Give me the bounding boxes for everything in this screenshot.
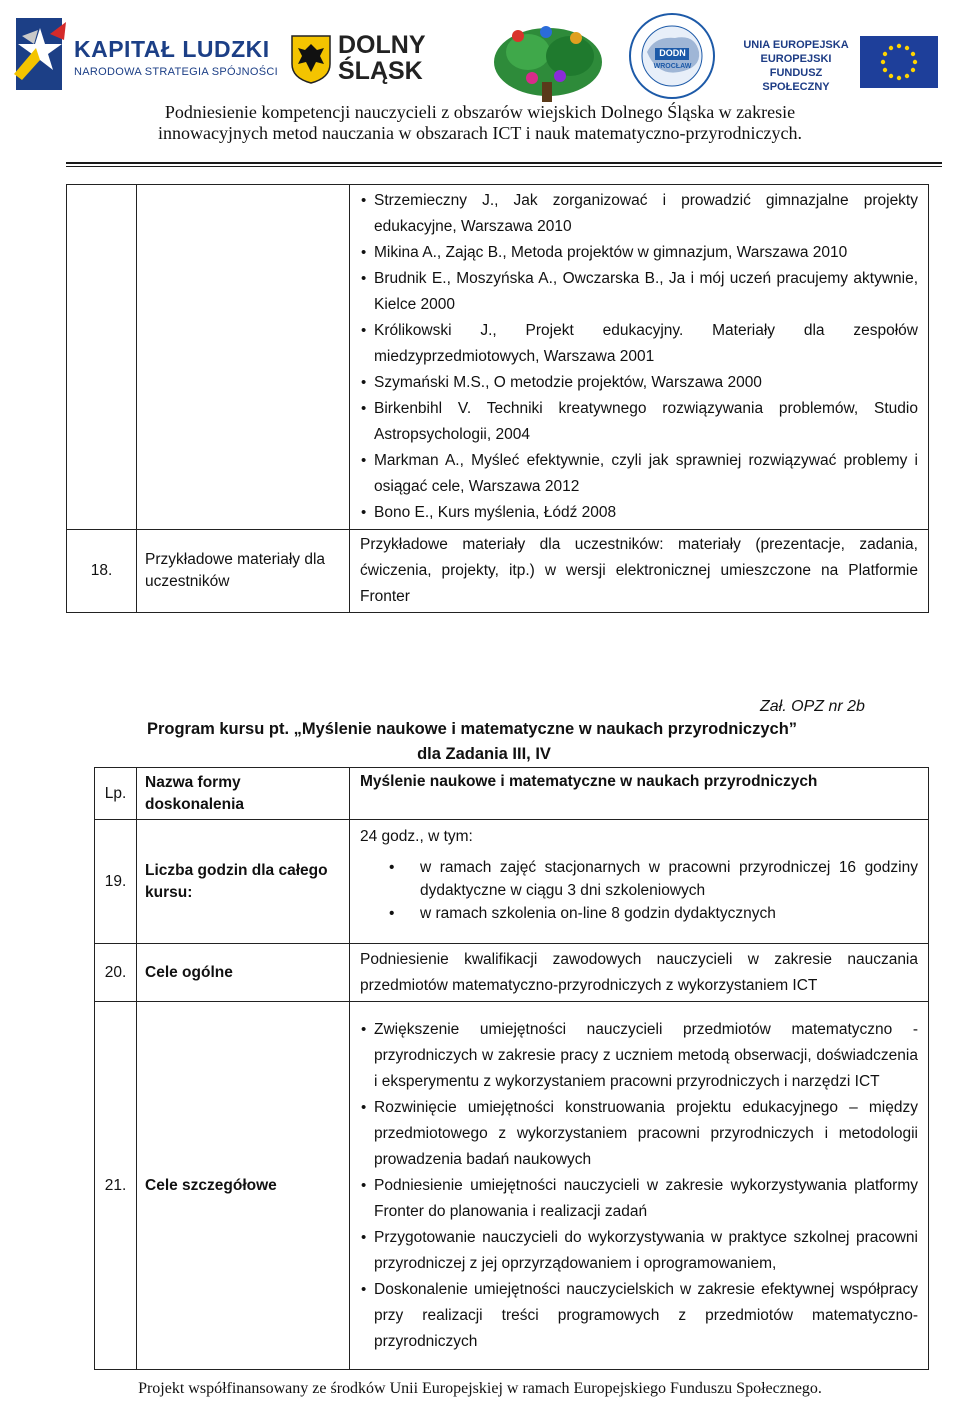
dodn-logo: [615, 12, 730, 100]
table-row: [67, 530, 929, 613]
eu-text: [740, 38, 852, 94]
program-subtitle: dla Zadania III, IV: [417, 745, 551, 763]
bibliography-item: • Królikowski J., Projekt edukacyjny. Materiały dla zespołów miedzyprzedmiotowych, Warszawa 2001: [374, 318, 918, 370]
form-name-value: Myślenie naukowe i matematyczne w naukach przyrodniczych: [350, 768, 929, 820]
goal-item: • Doskonalenie umiejętności nauczycielskich w zakresie efektywnej współpracy przy realizacji treści programowych z przedmiotów matematyczno-przyrodniczych: [374, 1277, 918, 1355]
eagle-crest-icon: [290, 34, 332, 84]
table-row: [67, 185, 929, 530]
goal-item: • Rozwinięcie umiejętności konstruowania projektu edukacyjnego – między przedmiotowego z wykorzystaniem pracowni przyrodniczych i metodologii prowadzenia badań naukowych: [374, 1095, 918, 1173]
row-name: Cele szczegółowe: [137, 1002, 350, 1370]
bibliography-table: [66, 184, 929, 613]
kapital-ludzki-star-icon: [10, 14, 70, 94]
row-number: 19.: [95, 820, 137, 944]
bibliography-item: • Birkenbihl V. Techniki kreatywnego rozwiązywania problemów, Studio Astropsychologii, 2004: [374, 396, 918, 448]
kapital-ludzki-subtitle: NARODOWA STRATEGIA SPÓJNOŚCI: [74, 66, 278, 78]
page-footer: Projekt współfinansowany ze środków Unii Europejskiej w ramach Europejskiego Funduszu Społecznego.: [138, 1380, 822, 1397]
bibliography-item: • Mikina A., Zając B., Metoda projektów w gimnazjum, Warszawa 2010: [374, 240, 918, 266]
lp-header: Lp.: [95, 768, 137, 820]
dolny-slask-wordmark: [338, 32, 426, 84]
page-header: [0, 0, 960, 160]
row-number: 21.: [95, 1002, 137, 1370]
program-form-table: [94, 767, 929, 944]
hours-intro: 24 godz., w tym:: [360, 828, 473, 845]
row-content: Podniesienie kwalifikacji zawodowych nauczycieli w zakresie nauczania przedmiotów matematyczno-przyrodniczych z wykorzystaniem ICT: [350, 944, 929, 1002]
goal-item: • Podniesienie umiejętności nauczycieli w zakresie wykorzystywania platformy Fronter do planowania i realizacji zadań: [374, 1173, 918, 1225]
hours-list: [360, 856, 918, 925]
table-row: [95, 768, 929, 820]
goals-cell: [350, 1002, 929, 1370]
row-name-cell: [137, 185, 350, 530]
goals-table: [94, 943, 929, 1370]
bibliography-item: • Bono E., Kurs myślenia, Łódź 2008: [374, 500, 918, 526]
hours-item: • w ramach szkolenia on-line 8 godzin dydaktycznych: [420, 902, 918, 925]
hours-item: • w ramach zajęć stacjonarnych w pracowni przyrodniczej 16 godziny dydaktyczne w ciągu 3 dni szkoleniowych: [420, 856, 918, 902]
bibliography-item: • Brudnik E., Moszyńska A., Owczarska B., Ja i mój uczeń pracujemy aktywnie, Kielce 2000: [374, 266, 918, 318]
dolny-word: DOLNY: [338, 31, 426, 59]
bibliography-list: [360, 188, 918, 526]
tagline-line1: Podniesienie kompetencji nauczycieli z obszarów wiejskich Dolnego Śląska w zakresie: [164, 102, 796, 122]
row-name: Przykładowe materiały dla uczestników: [137, 530, 350, 613]
annex-label: Zał. OPZ nr 2b: [760, 698, 865, 715]
row-number: 18.: [67, 530, 137, 613]
program-title: Program kursu pt. „Myślenie naukowe i matematyczne w naukach przyrodniczych”: [146, 720, 798, 738]
header-divider-thin: [66, 166, 942, 167]
row-number: 20.: [95, 944, 137, 1002]
eu-line3: FUNDUSZ SPOŁECZNY: [762, 67, 830, 93]
kapital-ludzki-logo: [10, 14, 280, 94]
dodn-name: DODN: [659, 48, 686, 58]
project-tagline: [0, 102, 960, 144]
bibliography-item: • Szymański M.S., O metodzie projektów, Warszawa 2000: [374, 370, 918, 396]
dodn-city: WROCŁAW: [653, 63, 692, 70]
eu-line2: EUROPEJSKI: [760, 53, 832, 65]
form-name-label: Nazwa formy doskonalenia: [137, 768, 350, 820]
eu-logo: [740, 36, 940, 96]
row-name: Cele ogólne: [137, 944, 350, 1002]
hours-cell: [350, 820, 929, 944]
people-tree-logo-icon: [488, 22, 606, 102]
table-row: [95, 1002, 929, 1370]
eu-line1: UNIA EUROPEJSKA: [743, 39, 849, 51]
goals-list: [360, 1017, 918, 1355]
kapital-ludzki-title: KAPITAŁ LUDZKI: [74, 36, 270, 62]
bibliography-item: • Strzemieczny J., Jak zorganizować i prowadzić gimnazjalne projekty edukacyjne, Warszawa 2010: [374, 188, 918, 240]
row-content: Przykładowe materiały dla uczestników: materiały (prezentacje, zadania, ćwiczenia, projekty, itp.) w wersji elektronicznej umieszczone na Platformie Fronter: [350, 530, 929, 613]
bibliography-cell: [350, 185, 929, 530]
row-number-cell: [67, 185, 137, 530]
table-row: [95, 820, 929, 944]
tagline-line2: innowacyjnych metod nauczania w obszarach ICT i nauk matematyczno-przyrodniczych.: [158, 123, 802, 143]
header-divider: [66, 162, 942, 164]
eu-flag-icon: [860, 36, 938, 88]
slask-word: ŚLĄSK: [338, 57, 423, 85]
row-name: Liczba godzin dla całego kursu:: [137, 820, 350, 944]
bibliography-item: • Markman A., Myśleć efektywnie, czyli jak sprawniej rozwiązywać problemy i osiągać cele, Warszawa 2012: [374, 448, 918, 500]
dolny-slask-logo: [290, 30, 460, 90]
goal-item: • Zwiększenie umiejętności nauczycieli przedmiotów matematyczno -przyrodniczych w zakresie pracy z uczniem metodą obserwacji, doświadczenia i eksperymentu z wykorzystaniem pracowni przyrodniczych i narzędzi ICT: [374, 1017, 918, 1095]
goal-item: • Przygotowanie nauczycieli do wykorzystywania w praktyce szkolnej pracowni przyrodniczej z jej oprzyrządowaniem i oprogramowaniem,: [374, 1225, 918, 1277]
table-row: [95, 944, 929, 1002]
